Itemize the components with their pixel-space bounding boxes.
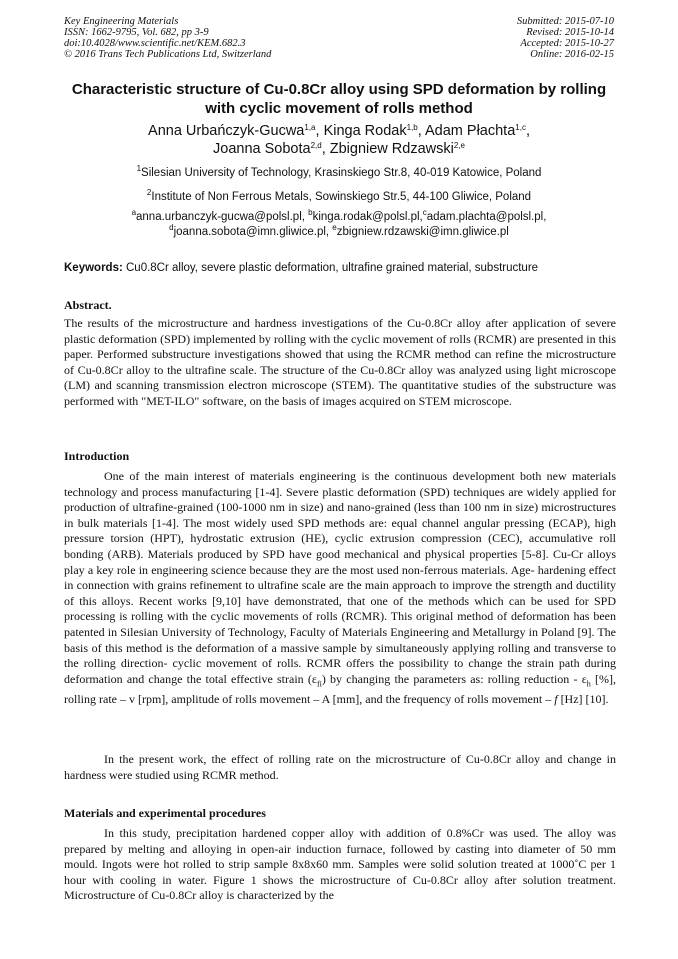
introduction-paragraph <box>64 469 616 707</box>
journal-name: Key Engineering Materials <box>64 16 179 27</box>
frequency-symbol: f <box>554 691 558 706</box>
author-affiliation-mark: 2,e <box>453 141 465 150</box>
email-mark: e <box>332 223 337 232</box>
email-link[interactable]: adam.plachta@polsl.pl, <box>426 211 547 223</box>
author-affiliation-mark: 1,c <box>515 123 526 132</box>
affiliation-mark: 1 <box>136 164 142 173</box>
journal-doi: doi:10.4028/www.scientific.net/KEM.682.3 <box>64 38 246 49</box>
abstract-text: The results of the microstructure and hardness investigations of the Cu-0.8Cr alloy after application of severe plastic deformation (SPD) implemented by rolling with the cyclic movement of rolls (RCMR) are presented in this paper. Performed substructure investigations showed that using the RCMR method can refine the microstructure of Cu-0.8Cr alloy to the ultrafine scale. The structure of the Cu-0.8Cr alloy was analyzed using light microscope (LM) and scanning transmission electron microscope (STEM). The quantitative studies of the substructure was performed with "MET-ILO" software, on the basis of images acquired on STEM microscope. <box>64 316 616 408</box>
author-name: Anna Urbańczyk-Gucwa <box>148 123 305 139</box>
author-affiliation-mark: 2,d <box>310 141 322 150</box>
date-submitted: Submitted: 2015-07-10 <box>516 16 614 27</box>
journal-info <box>64 16 271 60</box>
date-accepted: Accepted: 2015-10-27 <box>520 38 614 49</box>
introduction-paragraph: In the present work, the effect of rolling rate on the microstructure of Cu-0.8Cr alloy and change in hardness were studied using RCMR method. <box>64 752 616 782</box>
affiliation-text: Silesian University of Technology, Krasinskiego Str.8, 40-019 Katowice, Poland <box>141 167 542 179</box>
keywords-text: Cu0.8Cr alloy, severe plastic deformation, ultrafine grained material, substructure <box>122 262 539 274</box>
author-list: Anna Urbańczyk-Gucwa$^{1,a}$, Kinga Rodak$^{1,b}$, Adam Płachta$^{1,c}$, Joanna Sobota$^{2,d}$, Zbigniew Rdzawski$^{2,e}$ <box>148 123 530 157</box>
email-mark: d <box>169 223 174 232</box>
author-name: Joanna Sobota <box>213 141 311 157</box>
date-revised: Revised: 2015-10-14 <box>526 27 614 38</box>
author-emails <box>60 210 618 240</box>
author-name: Adam Płachta <box>424 123 516 139</box>
date-online: Online: 2016-02-15 <box>530 49 614 60</box>
journal-copyright: © 2016 Trans Tech Publications Ltd, Switzerland <box>64 49 272 60</box>
materials-heading: Materials and experimental procedures <box>64 806 266 820</box>
email-mark: c <box>422 208 427 217</box>
author-name: Kinga Rodak <box>323 123 407 139</box>
effective-strain-symbol <box>311 671 322 689</box>
keywords-label: Keywords: <box>64 262 123 274</box>
email-link[interactable]: anna.urbanczyk-gucwa@polsl.pl, <box>136 211 309 223</box>
affiliation <box>60 190 618 204</box>
paper-title: Characteristic structure of Cu-0.8Cr alloy using SPD deformation by rolling with cyclic movement of rolls method <box>71 81 607 117</box>
email-mark: b <box>308 208 313 217</box>
paragraph-text: [%], rolling rate – v [rpm], amplitude of rolls movement – A [mm], and the frequency of rolls movement – <box>64 671 616 706</box>
affiliation-mark: 2 <box>146 188 152 197</box>
subscript: fi <box>316 679 322 689</box>
paragraph-text: One of the main interest of materials engineering is the continuous development both new materials technology and process manufacturing [1-4]. Severe plastic deformation (SPD) techniques are widely applied for production of ultrafine-grained (100-1000 nm in size) and nano-grained (less than 100 nm in size) microstructures in bulk materials [1-4]. The most widely used SPD methods are: equal channel angular pressing (ECAP), high pressure torsion (HPT), hydrostatic extrusion (HE), cyclic extrusion compression (CEC), accumulative roll bonding (ARB). Materials produced by SPD have good mechanical and physical properties [5-8]. Cu-Cr alloys play a key role in engineering science because they are the most used non-ferrous materials. Age- hardening effect in connection with grains refinement to ultrafine scale are the main approach to improve the strength and ductility of this alloys. Recent works [9,10] have demonstrated, that one of the methods which can be used for SPD processing is rolling with the cyclic movements of rolls (RCMR). This original method of deformation has been patented in Silesian University of Technology, Faculty of Materials Engineering and Metallurgy in Poland [9]. The basis of this method is the deformation of a massive sample by simultaneously applying rolling and transverse to the rolling direction- cyclic movement of rolls. RCMR offers the possibility to change the strain path during deformation and change the total effective strain ( <box>64 469 616 686</box>
email-link[interactable]: kinga.rodak@polsl.pl, <box>312 211 423 223</box>
keywords <box>64 261 616 275</box>
materials-paragraph: In this study, precipitation hardened copper alloy with addition of 0.8%Cr was used. The alloy was prepared by melting and alloying in open-air induction furnace, followed by casting into diameter of 50 mm mould. Ingots were hot rolled to strip sample 8x8x60 mm. Samples were solid solution treated at 1000˚C per 1 hour with cooling in water. Figure 1 shows the microstructure of Cu-0.8Cr alloy after solution treatment. Microstructure of Cu-0.8Cr alloy is characterized by the <box>64 826 616 903</box>
journal-issn: ISSN: 1662-9795, Vol. 682, pp 3-9 <box>64 27 209 38</box>
email-link[interactable]: zbigniew.rdzawski@imn.gliwice.pl <box>336 226 509 238</box>
subscript: h <box>586 679 591 689</box>
author-name: Zbigniew Rdzawski <box>329 141 454 157</box>
article-dates <box>517 16 614 60</box>
email-mark: a <box>131 208 137 217</box>
affiliation <box>60 166 618 180</box>
rolling-reduction-symbol <box>581 671 591 689</box>
symbol: ε <box>581 671 587 686</box>
symbol: ε <box>311 671 317 686</box>
affiliation-text: Institute of Non Ferrous Metals, Sowinskiego Str.5, 44-100 Gliwice, Poland <box>151 191 532 203</box>
introduction-heading: Introduction <box>64 449 130 463</box>
paragraph-text: ) by changing the parameters as: rolling reduction - <box>321 671 582 686</box>
author-affiliation-mark: 1,a <box>304 123 316 132</box>
author-affiliation-mark: 1,b <box>406 123 418 132</box>
abstract-heading: Abstract. <box>64 298 112 312</box>
paragraph-text: [Hz] [10]. <box>557 691 609 706</box>
email-link[interactable]: joanna.sobota@imn.gliwice.pl, <box>173 226 333 238</box>
